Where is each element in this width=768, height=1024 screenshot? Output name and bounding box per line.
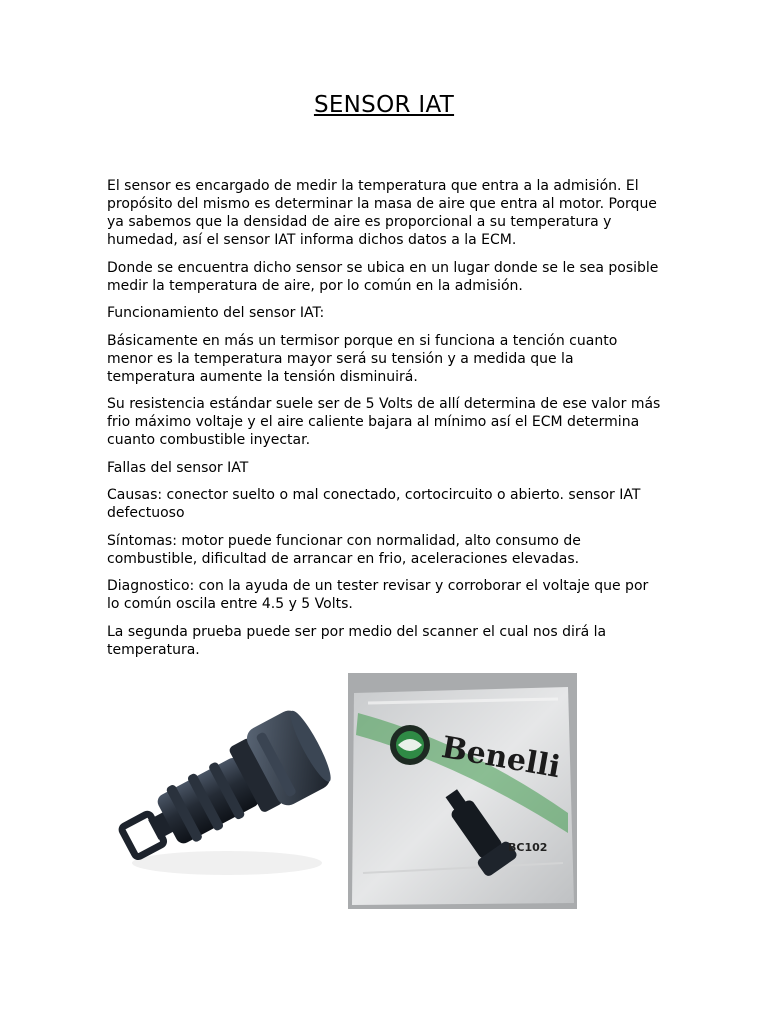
paragraph-diagnostic: Diagnostico: con la ayuda de un tester revisar y corroborar el voltaje que por lo común oscila entre 4.5 y 5 Volts. <box>107 578 649 612</box>
paragraph-symptoms: Síntomas: motor puede funcionar con normalidad, alto consumo de combustible, dificultad de arrancar en frio, aceleraciones elevadas. <box>107 532 581 567</box>
bag-brand-text: Benelli <box>438 730 563 786</box>
paragraph-intro: El sensor es encargado de medir la temperatura que entra a la admisión. El propósito del mismo es determinar la masa de aire que entra al motor. Porque ya sabemos que la densidad de aire es proporcional a su temperatura y humedad, así el sensor IAT informa dichos datos a la ECM. <box>107 178 657 248</box>
paragraph-scanner: La segunda prueba puede ser por medio del scanner el cual nos dirá la temperatura. <box>107 623 607 658</box>
paragraph-causes: Causas: conector suelto o mal conectado, cortocircuito o abierto. sensor IAT defectuoso <box>107 487 641 521</box>
benelli-package-photo <box>348 673 577 909</box>
document-body <box>107 177 663 668</box>
page-title: SENSOR IAT <box>313 92 455 118</box>
paragraph-heading-operation: Funcionamiento del sensor IAT: <box>107 305 325 321</box>
paragraph-location: Donde se encuentra dicho sensor se ubica en un lugar donde se le sea posible medir la temperatura de aire, por lo común en la admisión. <box>107 259 659 294</box>
benelli-logo <box>390 725 430 765</box>
iat-sensor-photo <box>107 673 337 909</box>
paragraph-heading-faults: Fallas del sensor IAT <box>107 459 249 476</box>
bag-part-label: BC102 <box>508 841 548 854</box>
paragraph-thermistor: Básicamente en más un termisor porque en si funciona a tención cuanto menor es la temperatura mayor será su tensión y a medida que la temperatura aumente la tensión disminuirá. <box>107 332 618 385</box>
paragraph-resistance: Su resistencia estándar suele ser de 5 Volts de allí determina de ese valor más frio máximo voltaje y el aire caliente bajara al mínimo así el ECM determina cuanto combustible inyectar. <box>107 396 661 448</box>
